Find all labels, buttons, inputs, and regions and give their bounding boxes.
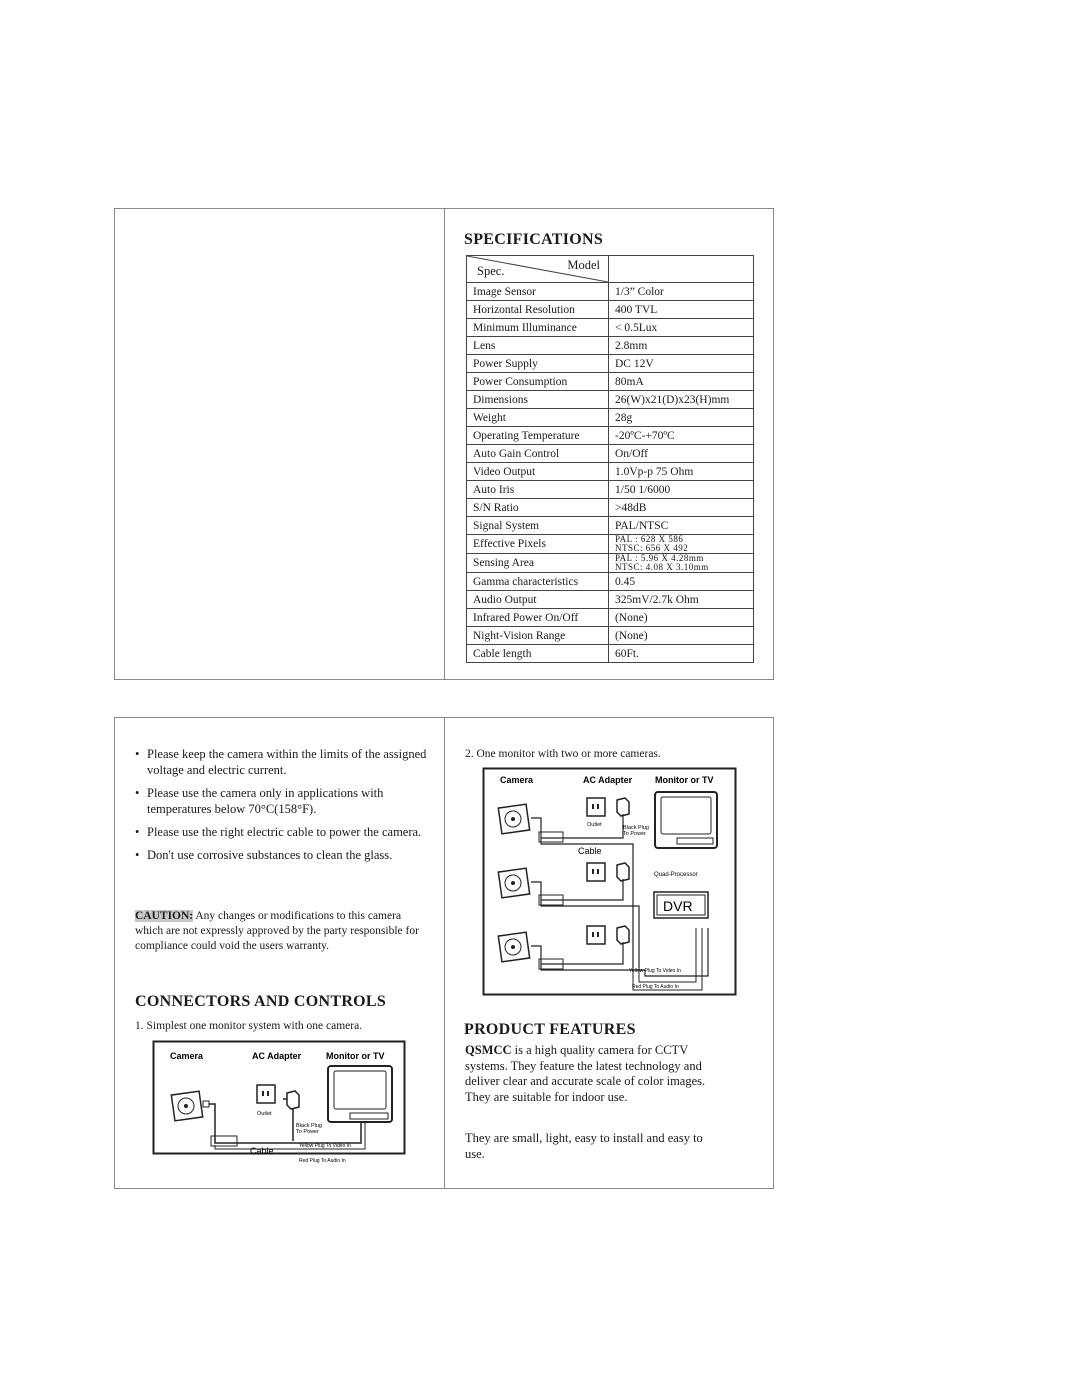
spec-value: -20ºC-+70ºC — [609, 427, 754, 445]
specifications-page — [114, 208, 774, 680]
cable-connector-icon — [539, 832, 563, 842]
features-para-1 — [465, 1043, 720, 1105]
spec-row — [467, 319, 754, 337]
connector-item-2: 2. One monitor with two or more cameras. — [465, 748, 661, 760]
spec-header-cell — [467, 256, 609, 283]
monitor-label: Monitor or TV — [655, 775, 714, 785]
spec-row — [467, 463, 754, 481]
camera-icon — [171, 1091, 209, 1121]
outlet-icon — [257, 1085, 275, 1103]
cable-label: Cable — [578, 846, 602, 856]
spec-label: Sensing Area — [467, 554, 609, 573]
dvr-icon — [654, 892, 708, 918]
spec-label: Minimum Illuminance — [467, 319, 609, 337]
spec-value: 1.0Vp-p 75 Ohm — [609, 463, 754, 481]
adapter-icon — [617, 798, 629, 816]
spec-value: < 0.5Lux — [609, 319, 754, 337]
spec-value: 80mA — [609, 373, 754, 391]
outlet-icon — [587, 863, 605, 881]
outlet-label: Outlet — [587, 822, 602, 828]
red-plug-label: Red Plug To Audio In — [632, 984, 679, 990]
connectors-title: CONNECTORS AND CONTROLS — [135, 993, 387, 1010]
spec-value: PAL/NTSC — [609, 517, 754, 535]
spec-row — [467, 535, 754, 554]
page-divider — [444, 209, 445, 679]
spec-header-empty — [609, 256, 754, 283]
spec-label: Audio Output — [467, 591, 609, 609]
brand-name: QSMCC — [465, 1043, 512, 1057]
spec-row — [467, 554, 754, 573]
page-divider — [444, 718, 445, 1188]
outlet-icon — [587, 798, 605, 816]
spec-value: On/Off — [609, 445, 754, 463]
outlet-label: Outlet — [257, 1111, 272, 1117]
spec-row — [467, 409, 754, 427]
spec-label: Power Supply — [467, 355, 609, 373]
spec-label: Horizontal Resolution — [467, 301, 609, 319]
spec-label: Auto Iris — [467, 481, 609, 499]
spec-value: 400 TVL — [609, 301, 754, 319]
ac-adapter-label: AC Adapter — [252, 1051, 302, 1061]
spec-row — [467, 337, 754, 355]
spec-value: 0.45 — [609, 573, 754, 591]
connector-item-1: 1. Simplest one monitor system with one camera. — [135, 1020, 363, 1032]
spec-label: Signal System — [467, 517, 609, 535]
quad-processor-label: Quad-Processor — [654, 872, 698, 878]
spec-value: PAL : 628 X 586 — [615, 534, 684, 544]
spec-row — [467, 283, 754, 301]
spec-row — [467, 573, 754, 591]
safety-item: • Don't use corrosive substances to clean the glass. — [135, 847, 435, 863]
safety-list — [135, 746, 435, 870]
safety-item: • Please use the right electric cable to power the camera. — [135, 824, 435, 840]
caution-note — [135, 909, 425, 954]
header-model-label: Model — [567, 258, 600, 272]
camera-icon — [498, 932, 529, 962]
spec-value-2: NTSC: 656 X 492 — [615, 543, 689, 553]
spec-label: Cable length — [467, 645, 609, 663]
outlet-icon — [587, 926, 605, 944]
spec-label: Dimensions — [467, 391, 609, 409]
spec-row — [467, 499, 754, 517]
spec-label: Video Output — [467, 463, 609, 481]
spec-label: Auto Gain Control — [467, 445, 609, 463]
spec-row — [467, 373, 754, 391]
spec-label: S/N Ratio — [467, 499, 609, 517]
spec-row — [467, 427, 754, 445]
features-title: PRODUCT FEATURES — [464, 1021, 636, 1038]
spec-value: 26(W)x21(D)x23(H)mm — [609, 391, 754, 409]
camera-icon — [498, 868, 529, 898]
ac-adapter-label: AC Adapter — [583, 775, 633, 785]
spec-label: Lens — [467, 337, 609, 355]
spec-header-row — [467, 256, 754, 283]
spec-value: 28g — [609, 409, 754, 427]
camera-icon — [498, 804, 529, 834]
spec-row — [467, 391, 754, 409]
spec-value: PAL : 5.96 X 4.28mm — [615, 553, 704, 563]
spec-row — [467, 645, 754, 663]
spec-row — [467, 591, 754, 609]
spec-row — [467, 445, 754, 463]
safety-item: • Please use the camera only in applications with temperatures below 70°C(158°F). — [135, 785, 435, 817]
spec-value: 60Ft. — [609, 645, 754, 663]
specifications-title: SPECIFICATIONS — [464, 231, 604, 248]
spec-value-cell — [609, 554, 754, 573]
cable-label: Cable — [250, 1146, 274, 1156]
spec-value: >48dB — [609, 499, 754, 517]
red-plug-label: Red Plug To Audio In — [299, 1158, 346, 1164]
black-plug-label: Black Plug — [296, 1123, 322, 1129]
spec-row — [467, 481, 754, 499]
spec-label: Gamma characteristics — [467, 573, 609, 591]
caution-label: CAUTION: — [135, 910, 194, 922]
spec-row — [467, 627, 754, 645]
spec-row — [467, 301, 754, 319]
camera-label: Camera — [500, 775, 534, 785]
black-plug-label: Black Plug — [623, 825, 649, 831]
monitor-icon — [328, 1066, 392, 1122]
spec-value: 325mV/2.7k Ohm — [609, 591, 754, 609]
single-camera-diagram — [153, 1041, 405, 1164]
yellow-plug-label: Yellow Plug To Video In — [299, 1143, 351, 1149]
spec-label: Operating Temperature — [467, 427, 609, 445]
features-para-2: They are small, light, easy to install and easy to use. — [465, 1131, 703, 1161]
spec-label: Power Consumption — [467, 373, 609, 391]
spec-value: 1/50 1/6000 — [609, 481, 754, 499]
multi-camera-diagram — [483, 768, 736, 995]
spec-label: Night-Vision Range — [467, 627, 609, 645]
spec-label: Infrared Power On/Off — [467, 609, 609, 627]
spec-value: (None) — [609, 627, 754, 645]
monitor-icon — [655, 792, 717, 848]
monitor-label: Monitor or TV — [326, 1051, 385, 1061]
specifications-table — [466, 255, 754, 663]
adapter-icon — [617, 926, 629, 944]
spec-label: Image Sensor — [467, 283, 609, 301]
yellow-plug-label: Yellow Plug To Video In — [629, 968, 681, 974]
safety-item: • Please keep the camera within the limits of the assigned voltage and electric current. — [135, 746, 435, 778]
spec-value: (None) — [609, 609, 754, 627]
spec-label: Effective Pixels — [467, 535, 609, 554]
caution-text: Any changes or modifications to this camera which are not expressly approved by the party responsible for compliance could void the users warranty. — [135, 910, 419, 952]
spec-label: Weight — [467, 409, 609, 427]
spec-row — [467, 355, 754, 373]
to-power-label: To Power — [296, 1129, 319, 1135]
spec-value: 1/3” Color — [609, 283, 754, 301]
manual-page — [114, 717, 774, 1189]
spec-value-2: NTSC: 4.08 X 3.10mm — [615, 562, 709, 572]
camera-label: Camera — [170, 1051, 204, 1061]
spec-row — [467, 517, 754, 535]
dvr-label: DVR — [663, 898, 693, 914]
adapter-icon — [617, 863, 629, 881]
features-para-1-text: is a high quality camera for CCTV systems. They feature the latest technology and deliver clear and accurate scale of color images. They are suitable for indoor use. — [465, 1043, 706, 1104]
header-spec-label: Spec. — [477, 264, 505, 278]
spec-value: 2.8mm — [609, 337, 754, 355]
spec-value: DC 12V — [609, 355, 754, 373]
to-power-label: To Power — [623, 831, 646, 837]
spec-row — [467, 609, 754, 627]
spec-value-cell — [609, 535, 754, 554]
spec-body — [467, 283, 754, 663]
